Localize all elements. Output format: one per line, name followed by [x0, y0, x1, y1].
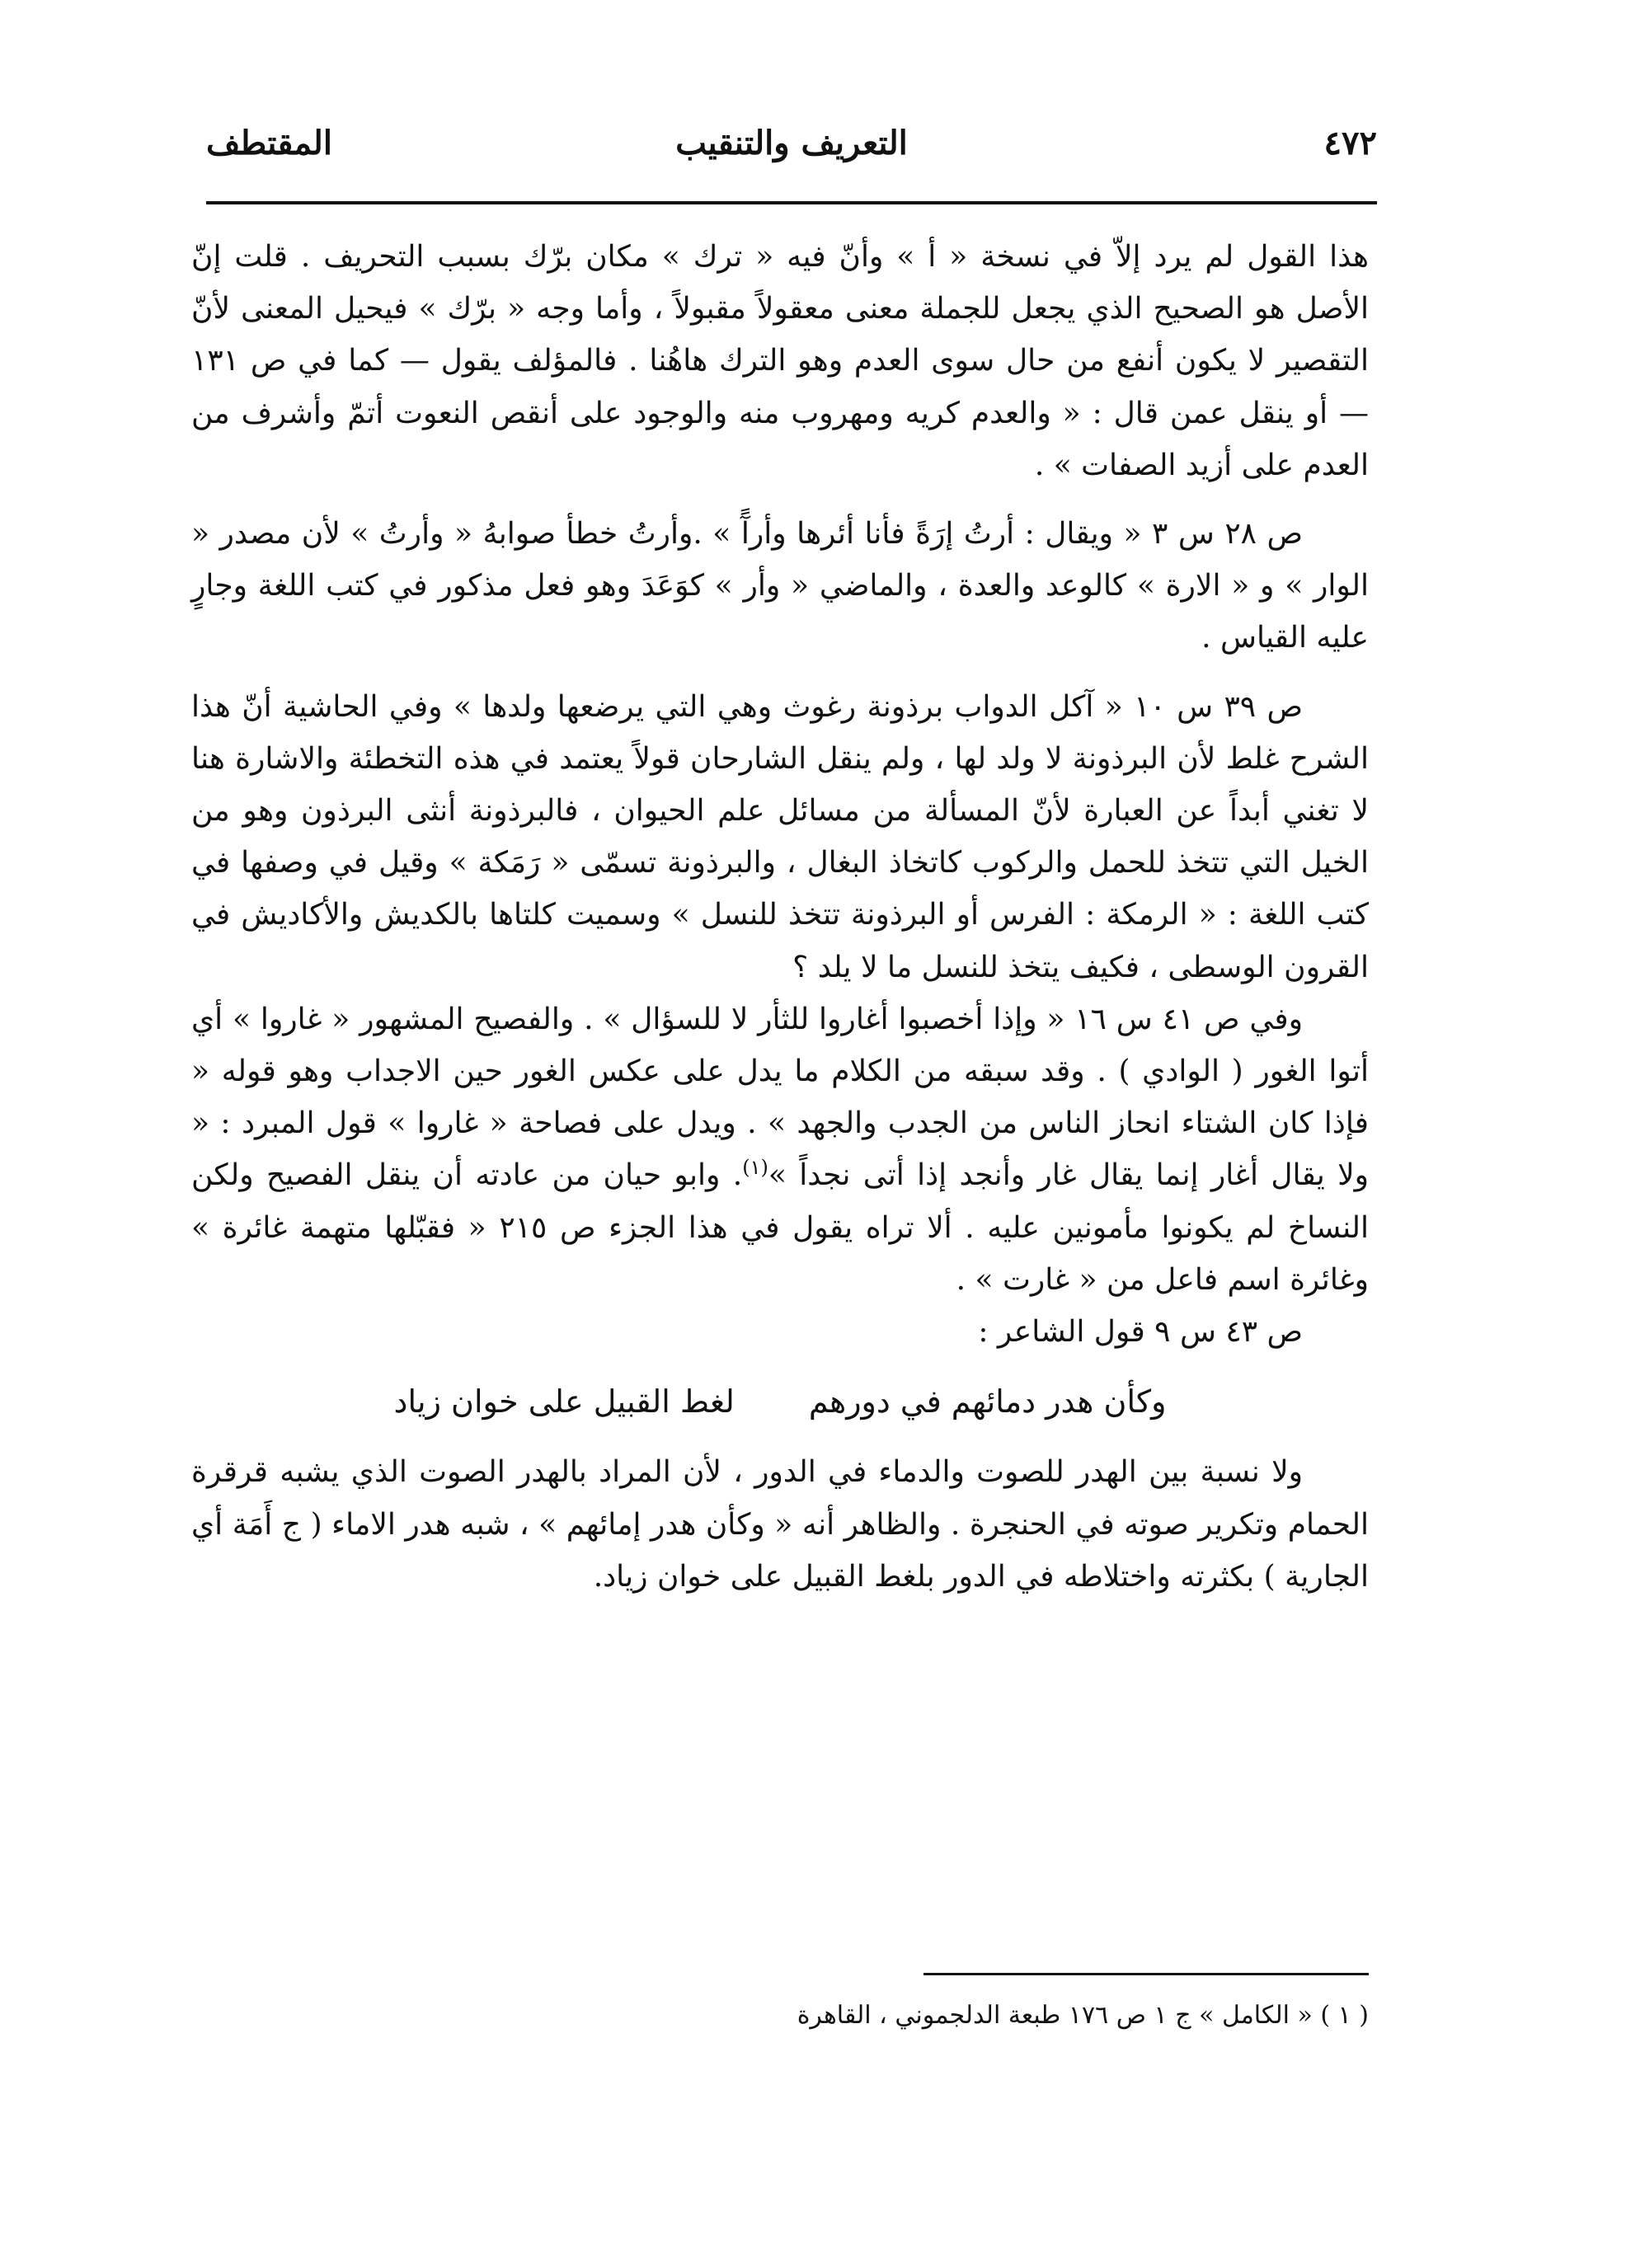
poetry-verse — [191, 1376, 1369, 1428]
article-body — [191, 231, 1369, 1603]
page-header — [206, 124, 1377, 181]
paragraph-2: ص ٢٨ س ٣ « ويقال : أرتُ إرَةً فأنا أئرها وأرآً » .وأرتُ خطأ صوابهُ « وأرتُ » لأن مصدر « الوار » و « الارة » كالوعد والعدة ، والماضي « وأر » كوَعَدَ وهو فعل مذكور في كتب اللغة وجارٍ عليه القياس . — [191, 517, 1369, 655]
paragraph-4 — [191, 993, 1369, 1306]
footnote-reference: (١) — [742, 1156, 768, 1180]
verse-second-hemistich: لغط القبيل على خوان زياد — [393, 1383, 735, 1420]
paragraph-1: هذا القول لم يرد إلاّ في نسخة « أ » وأنّ فيه « ترك » مكان برّك بسبب التحريف . قلت إنّ الأصل هو الصحيح الذي يجعل للجملة معنى معقولاً مقبولاً ، وأما وجه « برّك » فيحيل المعنى لأنّ التقصير لا يكون أنفع من حال سوى العدم وهو الترك هاهُنا . فالمؤلف يقول — كما في ص ١٣١ — أو ينقل عمن قال : « والعدم كريه ومهروب منه والوجود على أنقص النعوت أتمّ وأشرف من العدم على أزيد الصفات » . — [191, 240, 1370, 482]
footnote-rule — [923, 1973, 1369, 1975]
verse-first-hemistich: وكأن هدر دمائهم في دورهم — [808, 1383, 1167, 1420]
paragraph-4-continuation: . وابو حيان من عادته أن ينقل الفصيح ولكن النساخ لم يكونوا مأمونين عليه . ألا تراه يقول في هذا الجزء ص ٢١٥ « فقبّلها متهمة غائرة » وغائرة اسم فاعل من « غارت » . — [191, 1158, 1369, 1297]
paragraph-5: ص ٤٣ س ٩ قول الشاعر : — [978, 1315, 1303, 1350]
journal-name: المقتطف — [206, 124, 332, 162]
footnote: ( ١ ) « الكامل » ج ١ ص ١٧٦ طبعة الدلجموني ، القاهرة — [797, 2001, 1369, 2030]
header-rule — [206, 201, 1377, 204]
paragraph-6: ولا نسبة بين الهدر للصوت والدماء في الدور ، لأن المراد بالهدر الصوت الذي يشبه قرقرة الحمام وتكرير صوته في الحنجرة . والظاهر أنه « وكأن هدر إمائهم » ، شبه هدر الاماء ( ج أَمَة أي الجارية ) بكثرته واختلاطه في الدور بلغط القبيل على خوان زياد. — [191, 1455, 1369, 1594]
paragraph-3: ص ٣٩ س ١٠ « آكل الدواب برذونة رغوث وهي التي يرضعها ولدها » وفي الحاشية أنّ هذا الشرح غلط لأن البرذونة لا ولد لها ، ولم ينقل الشارحان قولاً يعتمد في هذه التخطئة والاشارة هنا لا تغني أبداً عن العبارة لأنّ المسألة من مسائل علم الحيوان ، فالبرذونة أنثى البرذون وهو من الخيل التي تتخذ للحمل والركوب كاتخاذ البغال ، والبرذونة تسمّى « رَمَكة » وقيل في وصفها في كتب اللغة : « الرمكة : الفرس أو البرذونة تتخذ للنسل » وسميت كلتاها بالكديش والأكاديش في القرون الوسطى ، فكيف يتخذ للنسل ما لا يلد ؟ — [191, 689, 1369, 984]
paragraph-4-text: وفي ص ٤١ س ١٦ « وإذا أخصبوا أغاروا للثأر لا للسؤال » . والفصيح المشهور « غاروا » أي أتوا الغور ( الوادي ) . وقد سبقه من الكلام ما يدل على عكس الغور حين الاجداب وهو قوله « فإذا كان الشتاء انحاز الناس من الجدب والجهد » . ويدل على فصاحة « غاروا » قول المبرد : « ولا يقال أغار إنما يقال غار وأنجد إذا أتى نجداً » — [191, 1002, 1369, 1193]
page-number: ٤٧٢ — [1323, 124, 1377, 162]
section-title: التعريف والتنقيب — [675, 124, 908, 162]
